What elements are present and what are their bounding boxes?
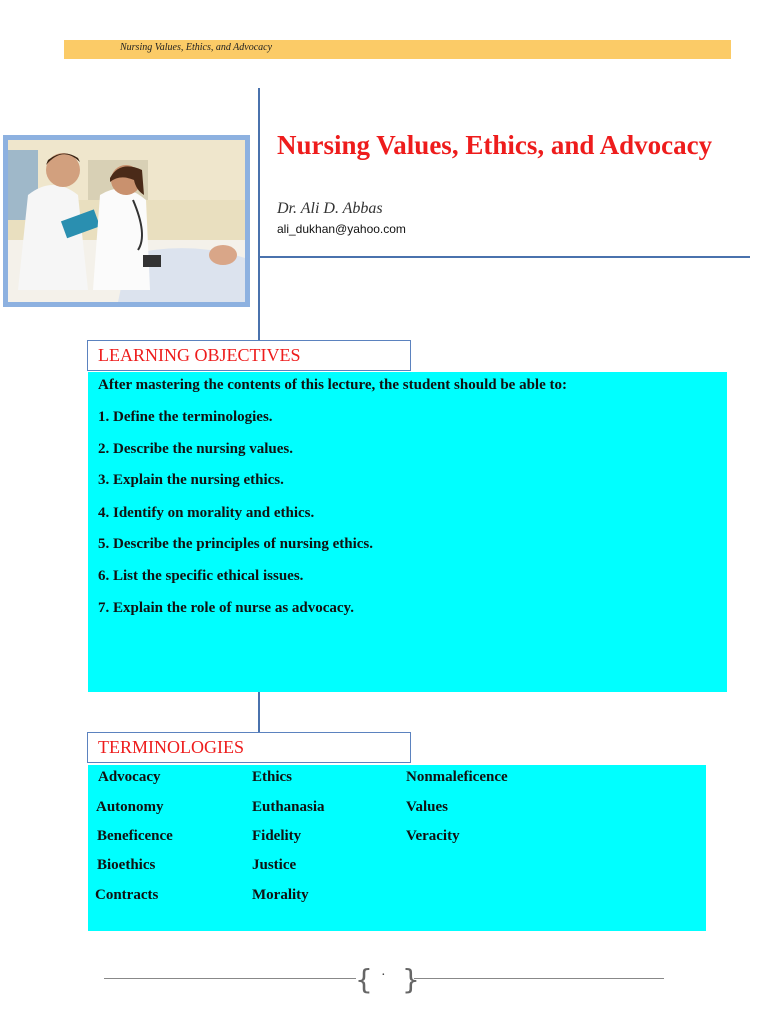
vertical-divider-top <box>258 88 260 340</box>
objective-item: 2. Describe the nursing values. <box>98 441 293 457</box>
horizontal-divider <box>260 256 750 258</box>
objective-item: 3. Explain the nursing ethics. <box>98 472 284 488</box>
objective-item: 6. List the specific ethical issues. <box>98 568 304 584</box>
photo-frame <box>3 135 250 307</box>
term-item: Nonmaleficence <box>406 769 508 785</box>
term-item: Ethics <box>252 769 293 785</box>
term-item: Fidelity <box>252 828 302 844</box>
terminologies-box <box>88 765 706 931</box>
term-item: Advocacy <box>98 769 161 785</box>
objective-item: 7. Explain the role of nurse as advocacy. <box>98 600 354 616</box>
term-item: Justice <box>252 857 297 873</box>
footer-line-right <box>414 978 664 979</box>
objective-item: 1. Define the terminologies. <box>98 409 273 425</box>
footer-bracket-left: { <box>355 963 373 996</box>
running-header-bar <box>64 40 731 59</box>
document-title: Nursing Values, Ethics, and Advocacy <box>277 130 713 160</box>
objective-item: 4. Identify on morality and ethics. <box>98 505 315 521</box>
terminologies-heading: TERMINOLOGIES <box>87 732 411 763</box>
page-number: · <box>381 968 386 983</box>
objectives-intro: After mastering the contents of this lecture, the student should be able to: <box>98 377 567 393</box>
author-email[interactable]: ali_dukhan@yahoo.com <box>277 222 406 236</box>
term-item: Morality <box>252 887 309 903</box>
footer-line-left <box>104 978 356 979</box>
footer-bracket-right: } <box>402 963 420 996</box>
term-item: Veracity <box>406 828 460 844</box>
term-item: Bioethics <box>97 857 156 873</box>
term-item: Beneficence <box>97 828 173 844</box>
term-item: Euthanasia <box>252 799 325 815</box>
nurses-with-patient-photo-icon <box>8 140 245 302</box>
term-item: Values <box>406 799 448 815</box>
term-item: Contracts <box>95 887 159 903</box>
term-item: Autonomy <box>96 799 164 815</box>
author-name: Dr. Ali D. Abbas <box>277 200 383 217</box>
running-header-title: Nursing Values, Ethics, and Advocacy <box>120 42 273 53</box>
objectives-heading: LEARNING OBJECTIVES <box>87 340 411 371</box>
vertical-divider-middle <box>258 690 260 734</box>
objective-item: 5. Describe the principles of nursing ethics. <box>98 536 373 552</box>
